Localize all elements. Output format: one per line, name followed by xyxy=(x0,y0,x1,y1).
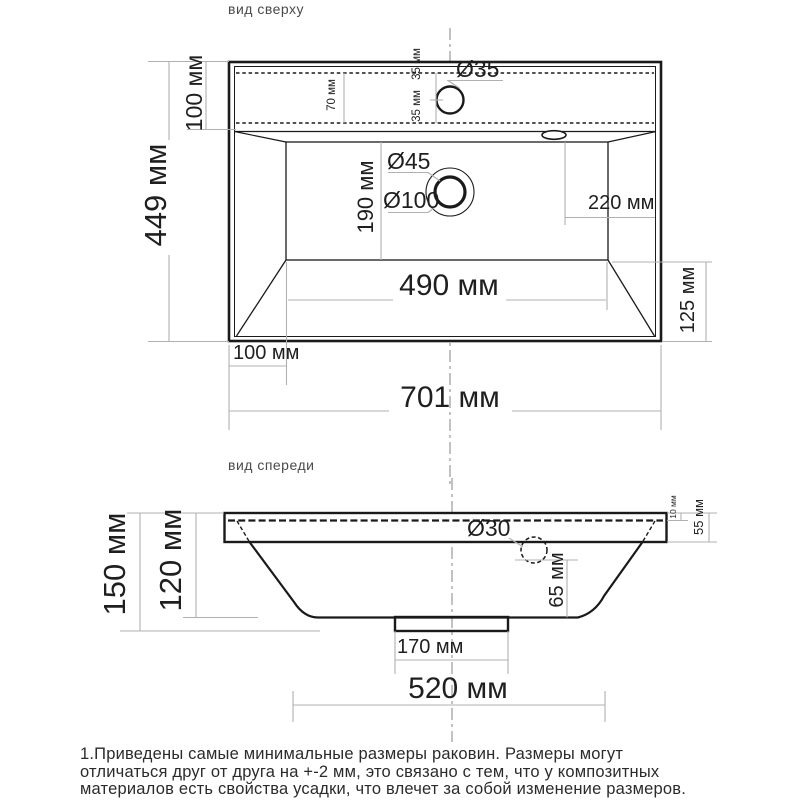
bowl-left-offset-label: 100 мм xyxy=(233,342,300,364)
front-view xyxy=(97,457,717,742)
bowl-depth-label: 190 мм xyxy=(353,160,378,234)
overall-depth-label: 449 мм xyxy=(138,143,173,247)
faucet-offset-back-label: 35 мм xyxy=(411,48,423,80)
footnote xyxy=(80,745,686,798)
drain-recess-diameter-label: Ø100 xyxy=(383,187,440,213)
faucet-hole-diameter-label: Ø35 xyxy=(456,56,500,82)
front-view-title: вид спереди xyxy=(228,457,315,473)
footnote-line-1: 1.Приведены самые минимальные размеры раковин. Размеры могут xyxy=(80,745,624,763)
bowl-front-offset-label: 125 мм xyxy=(677,266,699,334)
faucet-offset-front-label: 35 мм xyxy=(411,90,423,122)
drain-hole-diameter-label: Ø45 xyxy=(387,148,431,174)
deck-band-width-label: 70 мм xyxy=(326,79,338,111)
overflow-to-edge-label: 220 мм xyxy=(588,192,655,214)
overall-width-label: 701 мм xyxy=(400,381,500,414)
total-height-label: 150 мм xyxy=(97,512,132,616)
drain-to-bottom-label: 65 мм xyxy=(546,552,568,608)
rim-top-offset-label: 10 мм xyxy=(668,495,678,519)
bowl-width-label: 490 мм xyxy=(399,269,499,302)
front-view-outline xyxy=(225,513,667,631)
bowl-profile xyxy=(250,542,643,618)
rim-height-label: 55 мм xyxy=(691,499,706,535)
bowl-bottom-width-label: 520 мм xyxy=(408,672,508,705)
deck-depth-label: 100 мм xyxy=(181,54,207,132)
overflow-slot xyxy=(542,131,566,140)
rim-slab xyxy=(225,513,667,542)
overflow-hole-diameter-label: Ø30 xyxy=(467,515,511,541)
footnote-line-2: отличаться друг от друга на +-2 мм, это связано с тем, что у композитных xyxy=(80,763,660,781)
footnote-line-3: материалов есть свойства усадки, что влечет за собой изменение размеров. xyxy=(80,780,687,798)
top-view xyxy=(138,1,712,487)
bowl-height-label: 120 мм xyxy=(153,508,188,612)
top-view-title: вид сверху xyxy=(228,1,305,17)
base-width-label: 170 мм xyxy=(397,636,464,658)
